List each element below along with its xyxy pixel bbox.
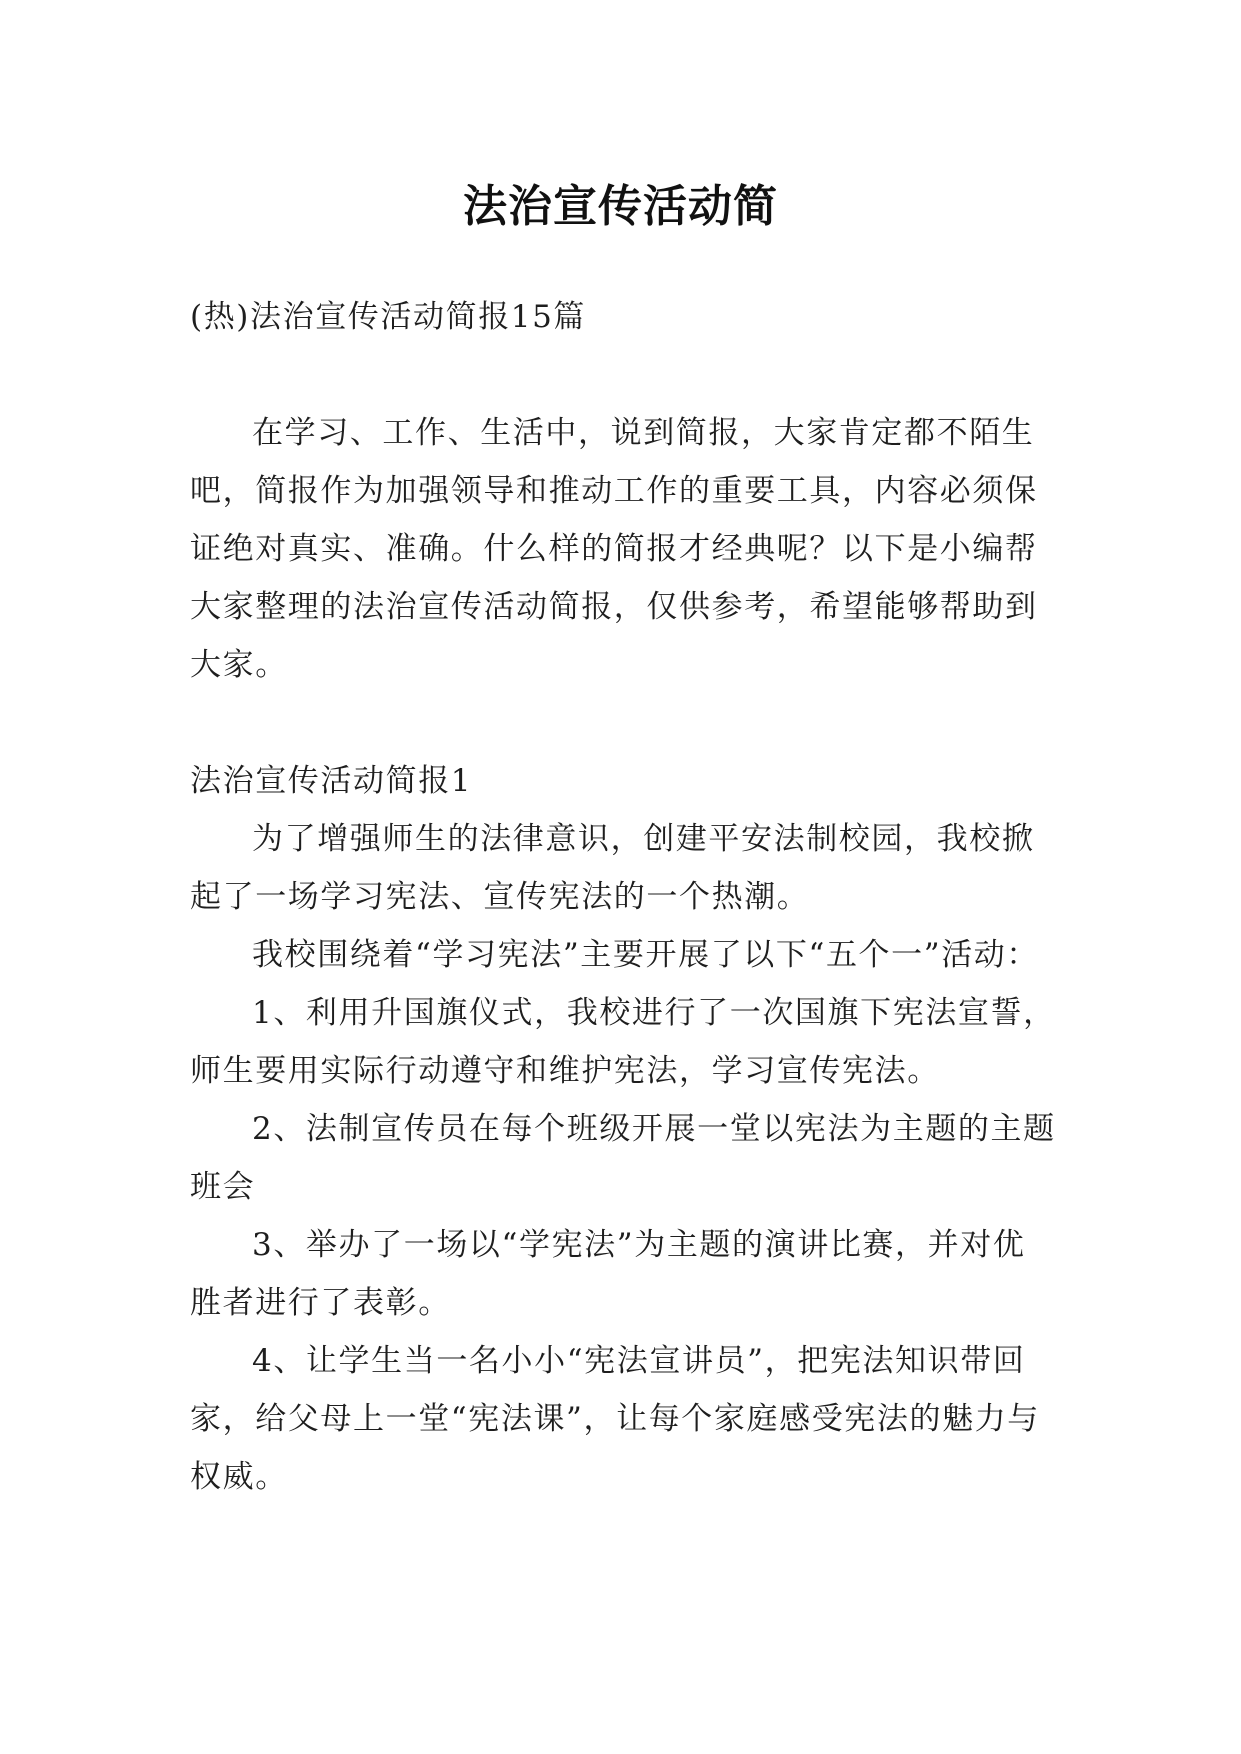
list-item: 1、利用升国旗仪式，我校进行了一次国旗下宪法宣誓，师生要用实际行动遵守和维护宪法，学习宣传宪法。 <box>190 995 1056 1089</box>
section-heading: 法治宣传活动简报1 <box>190 763 473 799</box>
list-item: 2、法制宣传员在每个班级开展一堂以宪法为主题的主题班会 <box>190 1111 1056 1205</box>
document-subtitle: (热)法治宣传活动简报15篇 <box>190 299 587 335</box>
list-item: 4、让学生当一名小小“宪法宣讲员”，把宪法知识带回家，给父母上一堂“宪法课”，让每个家庭感受宪法的魅力与权威。 <box>190 1343 1040 1495</box>
list-item: 3、举办了一场以“学宪法”为主题的演讲比赛，并对优胜者进行了表彰。 <box>190 1227 1026 1321</box>
section-content <box>190 810 1056 1506</box>
paragraph: 我校围绕着“学习宪法”主要开展了以下“五个一”活动： <box>252 937 1039 973</box>
document-title: 法治宣传活动简 <box>463 181 778 233</box>
paragraph: 为了增强师生的法律意识，创建平安法制校园，我校掀起了一场学习宪法、宣传宪法的一个热潮。 <box>190 821 1035 915</box>
intro-paragraph: 在学习、工作、生活中，说到简报，大家肯定都不陌生吧，简报作为加强领导和推动工作的重要工具，内容必须保证绝对真实、准确。什么样的简报才经典呢？以下是小编帮大家整理的法治宣传活动简报，仅供参考，希望能够帮助到大家。 <box>190 415 1038 683</box>
